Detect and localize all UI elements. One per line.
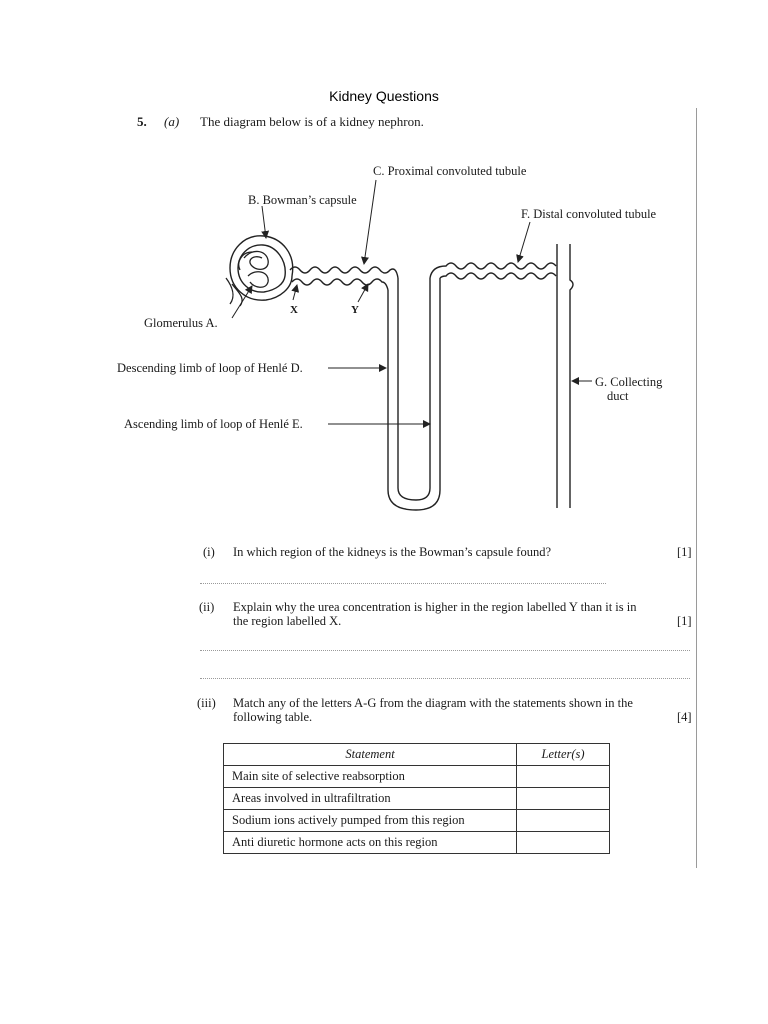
subquestion-2-text-2: the region labelled X. <box>233 614 342 628</box>
subquestion-2-number: (ii) <box>199 600 215 614</box>
letter-cell[interactable] <box>517 788 610 810</box>
header-statement: Statement <box>224 744 517 766</box>
glomerulus-shape <box>226 251 268 306</box>
subquestion-3-text-2: following table. <box>233 710 313 724</box>
y-pointer <box>358 284 368 302</box>
label-bowman: B. Bowman’s capsule <box>248 193 357 207</box>
label-collecting-1: G. Collecting <box>595 375 663 389</box>
distal-pointer <box>518 222 530 262</box>
answer-line-2b[interactable] <box>200 678 690 679</box>
table-header-row <box>224 744 610 766</box>
answer-line-2a[interactable] <box>200 650 690 651</box>
x-pointer <box>293 285 297 300</box>
matching-table <box>223 743 610 854</box>
label-proximal: C. Proximal convoluted tubule <box>373 164 527 178</box>
statement-cell: Sodium ions actively pumped from this region <box>224 810 517 832</box>
statement-cell: Anti diuretic hormone acts on this region <box>224 832 517 854</box>
collecting-duct-shape <box>557 244 573 508</box>
table-row <box>224 766 610 788</box>
header-letters: Letter(s) <box>517 744 610 766</box>
label-glomerulus: Glomerulus A. <box>144 316 218 330</box>
statement-cell: Areas involved in ultrafiltration <box>224 788 517 810</box>
bowman-pointer <box>262 206 266 238</box>
label-ascending: Ascending limb of loop of Henlé E. <box>124 417 303 431</box>
table-row <box>224 810 610 832</box>
proximal-tubule-shape <box>290 267 398 290</box>
table-row <box>224 788 610 810</box>
subquestion-1-text: In which region of the kidneys is the Bowman’s capsule found? <box>233 545 551 559</box>
subquestion-2-marks: [1] <box>677 614 692 628</box>
label-x: X <box>290 304 298 316</box>
letter-cell[interactable] <box>517 810 610 832</box>
subquestion-3-number: (iii) <box>197 696 216 710</box>
letter-cell[interactable] <box>517 766 610 788</box>
label-y: Y <box>351 304 359 316</box>
subquestion-1-marks: [1] <box>677 545 692 559</box>
proximal-pointer <box>364 180 376 264</box>
label-collecting-2: duct <box>607 389 629 403</box>
question-part: (a) <box>164 114 180 129</box>
letter-cell[interactable] <box>517 832 610 854</box>
subquestion-1-number: (i) <box>203 545 215 559</box>
glomerulus-pointer <box>232 286 252 318</box>
question-intro: The diagram below is of a kidney nephron. <box>200 114 424 129</box>
subquestion-2-text-1: Explain why the urea concentration is higher in the region labelled Y than it is in <box>233 600 637 614</box>
subquestion-3-text-1: Match any of the letters A-G from the diagram with the statements shown in the <box>233 696 633 710</box>
answer-line-1[interactable] <box>200 583 606 584</box>
page-title: Kidney Questions <box>329 88 439 104</box>
subquestion-3-marks: [4] <box>677 710 692 724</box>
label-distal: F. Distal convoluted tubule <box>521 207 657 221</box>
distal-tubule-shape <box>430 263 556 279</box>
label-descending: Descending limb of loop of Henlé D. <box>117 361 303 375</box>
statement-cell: Main site of selective reabsorption <box>224 766 517 788</box>
question-number: 5. <box>137 114 147 129</box>
loop-of-henle-shape <box>388 278 440 510</box>
table-row <box>224 832 610 854</box>
